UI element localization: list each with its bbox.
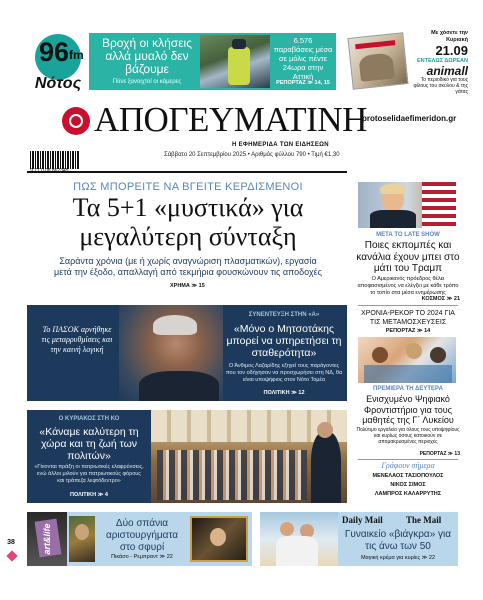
top-promo-main: Βροχή οι κλήσεις αλλά μυαλό δεν βάζουμε <box>101 36 193 76</box>
trump-headline[interactable]: Ποιες εκπομπές και κανάλια έχουν μπει στο μάτι του Τραμπ <box>356 240 460 274</box>
school-photo <box>358 337 456 383</box>
pm-quote: «Κάναμε καλύτερη τη χώρα και τη ζωή των πολιτών» <box>39 426 139 462</box>
school-headline[interactable]: Ενισχυμένο Ψηφιακό Φροντιστήριο για τους μαθητές της Γ΄ Λυκείου <box>362 394 454 425</box>
radio-number: 96 <box>38 37 69 67</box>
school-ref: ΡΕΠΟΡΤΑΖ ≫ 13 <box>419 451 460 457</box>
animall-label: ΕΝΤΕΛΩΣ ΔΩΡΕΑΝ <box>416 58 468 64</box>
top-promo-ref: ΡΕΠΟΡΤΑΖ ≫ 14, 15 <box>276 80 330 86</box>
masthead-title: ΑΠΟΓΕΥΜΑΤΙΝΗ <box>94 100 367 139</box>
masthead-meta: Σάββατο 20 Σεπτεμβρίου 2025 • Αριθμός φύλλου 790 • Τιμή €1,30 <box>164 152 340 158</box>
masthead-logo-icon <box>62 107 90 135</box>
interview-quote: «Μόνο ο Μητσοτάκης μπορεί να υπηρετήσει τη σταθερότητα» <box>226 323 342 359</box>
lead-kicker: ΠΩΣ ΜΠΟΡΕΙΤΕ ΝΑ ΒΓΕΙΤΕ ΚΕΡΔΙΣΜΕΝΟΙ <box>73 181 303 193</box>
press-the-mail: The Mail <box>406 515 442 525</box>
art-label: art&life <box>42 523 52 555</box>
masthead-website[interactable]: protoselidaefimeridon.gr <box>362 114 457 123</box>
rembrandt-painting <box>190 516 248 562</box>
sidebar-divider-2 <box>358 459 458 460</box>
pm-ref: ΠΟΛΙΤΙΚΗ ≫ 4 <box>69 492 108 498</box>
radio-unit: fm <box>69 48 84 62</box>
art-ref: Πικάσο - Ρεμπραντ ≫ 22 <box>111 554 173 560</box>
lead-ref[interactable]: ΧΡΗΜΑ ≫ 15 <box>170 283 205 289</box>
magazine-cover <box>347 32 408 90</box>
radio-name: Νότος <box>34 75 82 92</box>
top-promo-side: 6.576 παραβάσεις μέσα σε μόλις πέντε 24ωρα στην Αττική <box>273 36 333 81</box>
police-photo <box>200 35 270 88</box>
masthead-tagline: Η ΕΦΗΜΕΡΙΔΑ ΤΩΝ ΕΙΔΗΣΕΩΝ <box>232 142 329 148</box>
picasso-painting <box>69 516 95 562</box>
trump-ref: ΚΟΣΜΟΣ ≫ 21 <box>421 296 460 302</box>
interview-portrait <box>119 305 223 401</box>
press-daily-mail: Daily Mail <box>342 515 383 525</box>
top-promo[interactable] <box>89 33 336 90</box>
trump-body: Ο Αμερικανός πρόεδρος θέλει αποφασισμένος να ελέγξει με κάθε τρόπο το τοπίο στα μέσα ενημέρωσης <box>357 276 459 296</box>
lead-headline-2[interactable]: μεγαλύτερη σύνταξη <box>79 222 297 251</box>
trump-photo <box>358 182 456 228</box>
interview-kicker: ΣΥΝΕΝΤΕΥΞΗ ΣΤΗΝ «Α» <box>248 312 320 318</box>
record-ref: ΡΕΠΟΡΤΑΖ ≫ 14 <box>385 328 431 334</box>
writer-2[interactable]: ΝΙΚΟΣ ΣΙΜΟΣ <box>390 482 426 488</box>
women-ref: Μαγική κρέμα για κυρίες ≫ 22 <box>360 555 436 561</box>
top-promo-sub: Πάνε ξανοιχτοί οι κάμερες <box>112 79 182 85</box>
animall-kicker: Με χόσετε την Κυριακή <box>431 30 468 43</box>
page-marker-icon <box>6 550 17 561</box>
women-promo[interactable] <box>260 512 458 566</box>
art-headline: Δύο σπάνια αριστουργήματα στο σφυρί <box>105 518 179 553</box>
animall-promo[interactable] <box>408 30 468 94</box>
writer-1[interactable]: ΜΕΝΕΛΑΟΣ ΤΑΣΙΟΠΟΥΛΟΣ <box>372 473 444 479</box>
masthead-rule <box>27 171 347 173</box>
animall-text: Το περιοδικό για τους φίλους του σκύλου & της γάτας <box>413 77 468 95</box>
couple-photo <box>260 512 338 566</box>
women-headline: Γυναικείο «βιάγκρα» για τις άνω των 50 <box>344 529 452 552</box>
interview-ref: ΠΟΛΙΤΙΚΗ ≫ 12 <box>263 390 305 396</box>
writers-title: Γράφουν σήμερα <box>381 461 435 470</box>
barcode <box>30 151 80 169</box>
page-number: 38 <box>7 539 15 546</box>
pm-kicker: Ο ΚΥΡΙΑΚΟΣ ΣΤΗ ΚΟ <box>58 416 120 422</box>
art-promo[interactable] <box>27 512 252 566</box>
record-headline[interactable]: ΧΡΟΝΙΑ-ΡΕΚΟΡ ΤΟ 2024 ΓΙΑ ΤΙΣ ΜΕΤΑΜΟΣΧΕΥΣΕΙΣ <box>361 310 455 326</box>
sidebar-divider-1 <box>358 305 458 306</box>
lead-deck-2: μετά την έξοδο, απαλλαγή από τεκμήρια φουσκώνουν τις αποδοχές <box>54 267 322 277</box>
pm-photo <box>151 410 347 503</box>
lead-deck-1: Σαράντα χρόνια (με ή χωρίς αναγνώριση πλασματικών), εργασία <box>59 256 317 266</box>
interview-left-text: Το ΠΑΣΟΚ αρνήθηκε τις μεταρρυθμίσεις και την καινή λογική <box>41 325 113 354</box>
school-body: Πολύτιμο εργαλείο για όλους τους υποψηφίους και κυρίως όσους κατοικούν σε απομακρυσμένες περιοχές <box>356 427 460 446</box>
pm-box[interactable] <box>27 410 347 503</box>
interview-body: Ο Άνθιμος Λαζαρίδης εξηγεί τους παράγοντες που τον οδήγησαν να προσχωρήσει στη ΝΔ, θα είναι υποψήφιος στον Νότο Τομέα <box>225 363 343 383</box>
radio-badge <box>29 34 87 92</box>
trump-kicker: ΜΕΤΑ ΤΟ LATE SHOW <box>376 232 440 238</box>
writer-3[interactable]: ΛΑΜΠΡΟΣ ΚΑΛΑΡΡΥΤΗΣ <box>374 491 442 497</box>
pm-body: «Γίνονται πράξη οι πατριωτικές ελαφρύνσεις, ενώ άλλοι μιλούν για πατριωτικούς φόρους και τράπεζα λεφτόδεντρο» <box>34 464 144 484</box>
interview-box[interactable] <box>27 305 347 401</box>
school-kicker: ΠΡΕΜΙΕΡΑ ΤΗ ΔΕΥΤΕΡΑ <box>373 386 443 392</box>
animall-date: 21.09 <box>435 43 468 58</box>
lead-headline-1[interactable]: Τα 5+1 «μυστικά» για <box>72 193 304 222</box>
animall-brand: animall <box>426 64 468 78</box>
